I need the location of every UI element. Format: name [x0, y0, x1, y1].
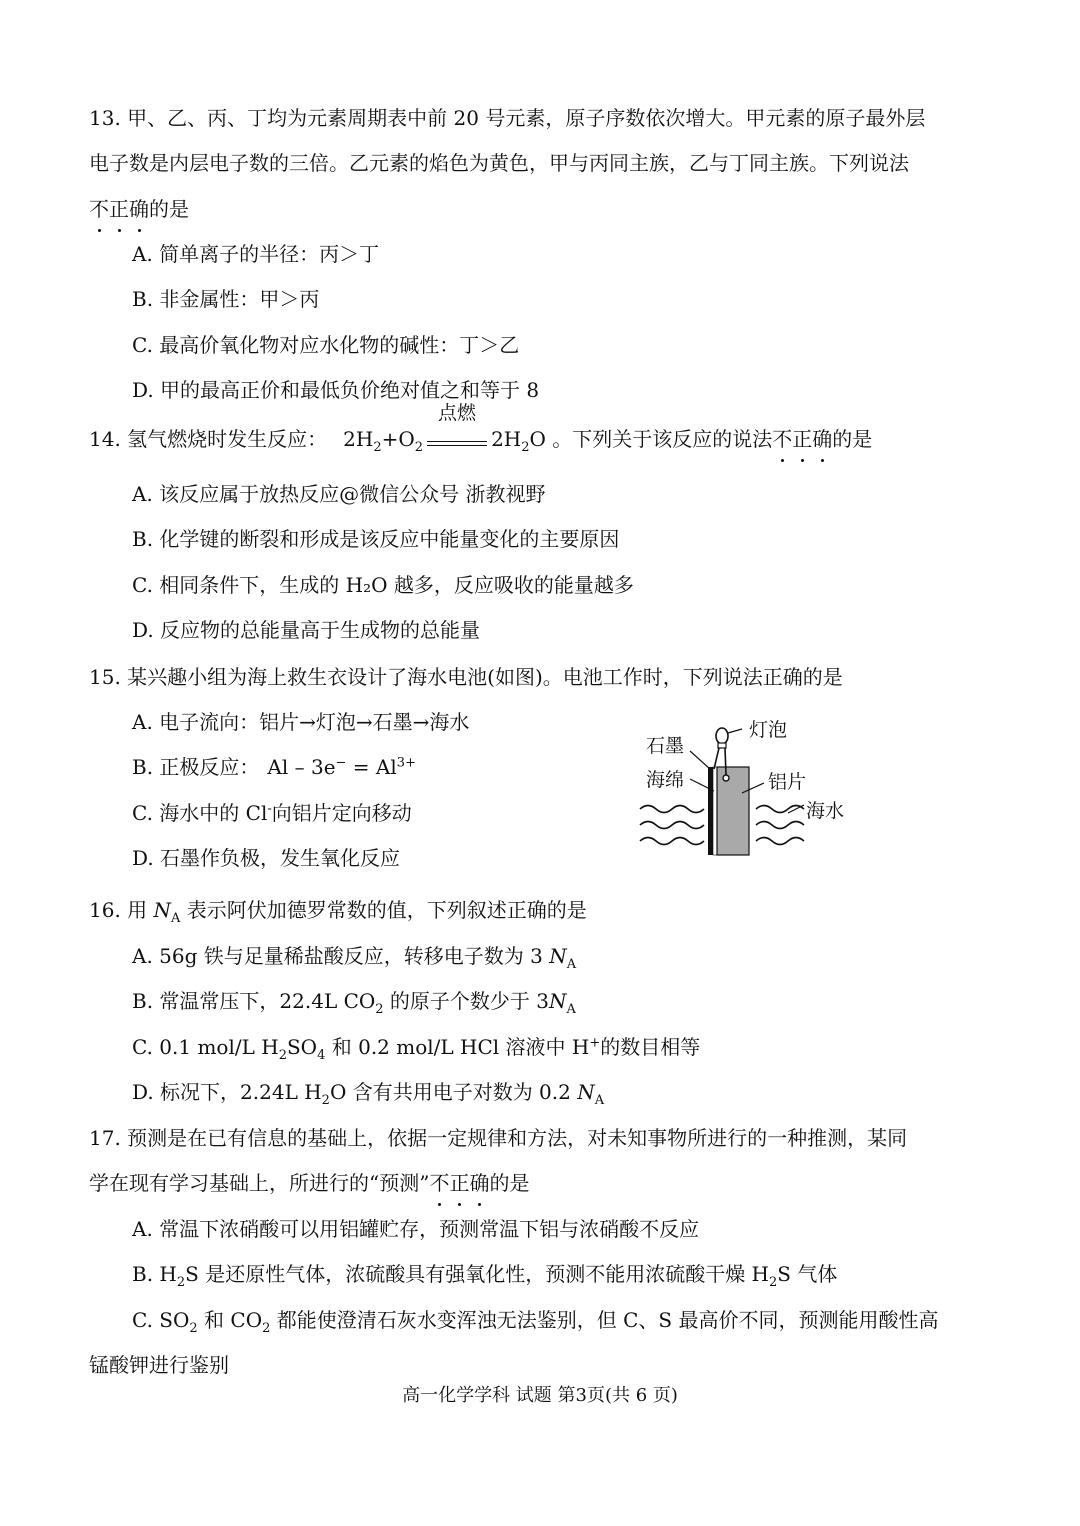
bulb-shape	[716, 728, 728, 744]
emphasis-char: 不	[429, 1168, 449, 1198]
emphasis-char: 确	[129, 194, 149, 224]
bulb-label: 灯泡	[749, 719, 788, 741]
graphite-electrode	[708, 767, 713, 855]
reaction-equation: $2H_2+O_2$ 点燃 $2H_2O$	[343, 402, 546, 455]
q14-option-d: D. 反应物的总能量高于生成物的总能量	[132, 618, 481, 642]
sponge-label: 海绵	[646, 769, 685, 791]
q14-stem-mid: 。下列关于该反应的说法	[545, 427, 773, 451]
emphasis-char: 正	[109, 194, 129, 224]
q13-option-b: B. 非金属性：甲＞丙	[132, 287, 320, 311]
q16-option-d: D. 标况下，2.24L $H_2O$ 含有共用电子对数为 0.2 $N_A$	[132, 1080, 605, 1108]
q13-stem-line-2: 电子数是内层电子数的三倍。乙元素的焰色为黄色，甲与丙同主族，乙与丁同主族。下列说法	[89, 151, 909, 175]
q13-option-c: C. 最高价氧化物对应水化物的碱性：丁＞乙	[132, 333, 520, 357]
q13-option-d: D. 甲的最高正价和最低负价绝对值之和等于 8	[132, 378, 540, 402]
q16-option-c: C. 0.1 mol/L $H_2SO_4$ 和 0.2 mol/L HCl 溶液中 H+的数目相等	[132, 1035, 701, 1063]
reaction-condition: 点燃	[427, 426, 487, 446]
q15-stem: 15. 某兴趣小组为海上救生衣设计了海水电池(如图)。电池工作时，下列说法正确的是	[89, 665, 843, 689]
q14-stem-tail: 的是	[832, 427, 873, 451]
q15-option-c: C. 海水中的 Cl-向铝片定向移动	[132, 801, 412, 825]
electrode-equation: $Al - 3e^- = Al^{3+}$	[267, 755, 416, 779]
graphite-label: 石墨	[646, 735, 685, 757]
q17-stem-line-2: 学在现有学习基础上，所进行的“预测”不正确的是	[89, 1168, 529, 1198]
q13-option-a: A. 简单离子的半径：丙＞丁	[132, 242, 380, 266]
emphasis-char: 正	[449, 1168, 469, 1198]
q14-option-b: B. 化学键的断裂和形成是该反应中能量变化的主要原因	[132, 527, 620, 551]
aluminium-plate	[717, 767, 749, 855]
emphasis-char: 不	[89, 194, 109, 224]
q16-stem: 16. 用 $N_A$ 表示阿伏加德罗常数的值，下列叙述正确的是	[89, 898, 587, 926]
q17-option-b: B. $H_2S$ 是还原性气体，浓硫酸具有强氧化性，预测不能用浓硫酸干燥 $H_2S$ 气体	[132, 1262, 838, 1290]
aluminium-label: 铝片	[768, 771, 807, 793]
q14-stem	[89, 402, 873, 455]
emphasis-char: 确	[812, 424, 832, 454]
q15-option-d: D. 石墨作负极，发生氧化反应	[132, 846, 401, 870]
q14-option-c: C. 相同条件下，生成的 H₂O 越多，反应吸收的能量越多	[132, 573, 634, 597]
emphasis-char: 不	[772, 424, 792, 454]
q17-option-c-continued: 锰酸钾进行鉴别	[89, 1353, 229, 1377]
page-footer: 高一化学学科 试题 第3页(共 6 页)	[402, 1385, 678, 1406]
q16-option-a: A. 56g 铁与足量稀盐酸反应，转移电子数为 3 $N_A$	[132, 944, 577, 972]
q14-option-a: A. 该反应属于放热反应@微信公众号 浙教视野	[132, 482, 546, 506]
q17-stem-line-1: 17. 预测是在已有信息的基础上，依据一定规律和方法，对未知事物所进行的一种推测，某同	[89, 1126, 908, 1150]
q13-stem-line-3	[89, 194, 189, 224]
q15-option-a: A. 电子流向：铝片→灯泡→石墨→海水	[132, 710, 470, 734]
seawater-battery-figure	[638, 717, 858, 862]
emphasis-char: 确	[469, 1168, 489, 1198]
q17-option-c: C. $SO_2$ 和 $CO_2$ 都能使澄清石灰水变浑浊无法鉴别，但 C、S 最高价不同，预测能用酸性高	[132, 1308, 939, 1336]
q14-stem-head: 14. 氢气燃烧时发生反应：	[89, 427, 328, 451]
seawater-label: 海水	[806, 800, 845, 822]
q13-stem-line-1: 13. 甲、乙、丙、丁均为元素周期表中前 20 号元素，原子序数依次增大。甲元素的原子最外层	[89, 106, 926, 130]
q16-option-b: B. 常温常压下，22.4L $CO_2$ 的原子个数少于 $3N_A$	[132, 989, 576, 1017]
emphasis-char: 正	[792, 424, 812, 454]
q17-option-a: A. 常温下浓硝酸可以用铝罐贮存，预测常温下铝与浓硝酸不反应	[132, 1217, 700, 1241]
q13-stem-tail: 的是	[149, 197, 189, 221]
q15-option-b: B. 正极反应： $Al - 3e^- = Al^{3+}$	[132, 755, 416, 779]
